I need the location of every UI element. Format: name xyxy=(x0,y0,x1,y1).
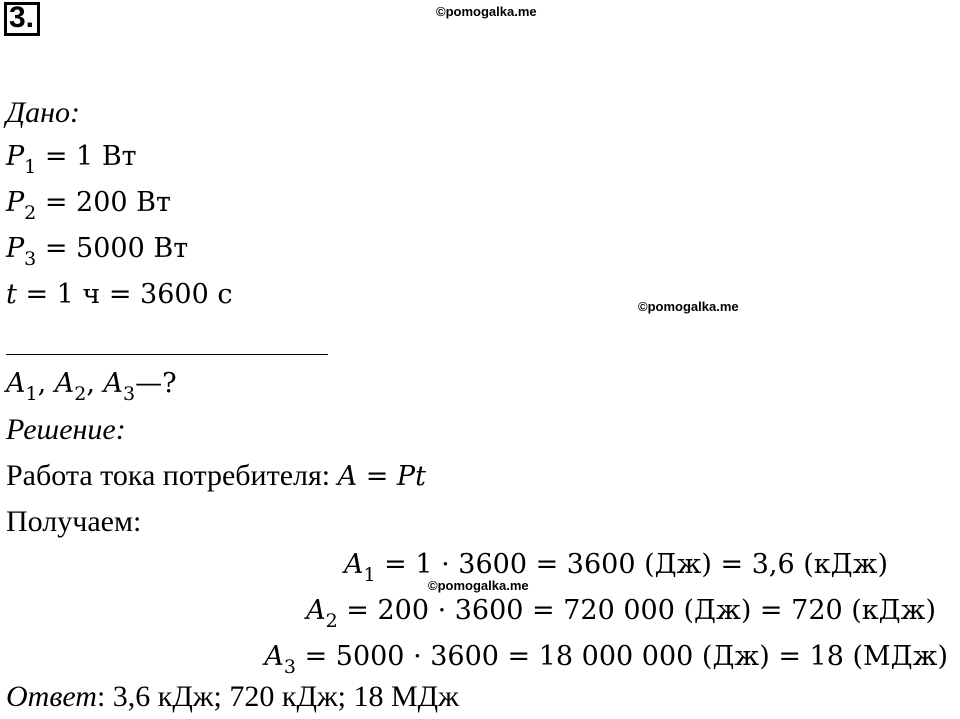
unknown-sep-2: , xyxy=(86,368,104,399)
unknown-line xyxy=(6,366,177,404)
given-power-2-sub: 2 xyxy=(24,202,37,224)
given-divider xyxy=(6,354,328,355)
given-power-3-sub: 3 xyxy=(24,248,37,270)
given-power-2-var: P xyxy=(6,187,25,218)
work-formula-a: A xyxy=(337,461,358,492)
equation-a1 xyxy=(344,547,888,585)
answer-text: : 3,6 кДж; 720 кДж; 18 МДж xyxy=(96,680,459,713)
unknown-a1-var: A xyxy=(6,368,26,399)
given-time-var: t xyxy=(6,279,17,310)
given-power-1-value: = 1 Вт xyxy=(36,141,137,172)
equation-a3-body: = 5000 · 3600 = 18 000 000 (Дж) = 18 (МДж) xyxy=(295,641,948,672)
given-label: Дано: xyxy=(6,96,80,129)
unknown-sep-1: , xyxy=(37,368,55,399)
given-time-value: = 1 ч = 3600 с xyxy=(16,279,233,310)
equation-a3-sub: 3 xyxy=(283,656,296,678)
unknown-a3-var: A xyxy=(103,368,124,399)
work-formula-text: Работа тока потребителя: xyxy=(6,459,338,492)
equation-a3-var: A xyxy=(264,641,284,672)
equation-a2 xyxy=(306,593,936,631)
equation-a1-body: = 1 · 3600 = 3600 (Дж) = 3,6 (кДж) xyxy=(375,549,888,580)
watermark-middle: ©pomogalka.me xyxy=(638,299,739,314)
unknown-a2-sub: 2 xyxy=(74,383,87,405)
answer-line xyxy=(6,679,459,715)
obtain-label: Получаем: xyxy=(6,505,142,538)
unknown-a1-sub: 1 xyxy=(25,383,38,405)
watermark-top: ©pomogalka.me xyxy=(436,4,537,19)
given-power-1-var: P xyxy=(6,141,25,172)
given-time xyxy=(6,277,232,313)
given-power-3-var: P xyxy=(6,233,25,264)
unknown-a2-var: A xyxy=(54,368,75,399)
equation-a1-sub: 1 xyxy=(363,564,376,586)
equation-a3 xyxy=(264,639,948,677)
given-power-1-sub: 1 xyxy=(24,156,37,178)
given-power-1 xyxy=(6,139,137,177)
work-formula-line xyxy=(6,458,426,495)
unknown-question: —? xyxy=(135,368,177,399)
work-formula-equals: = xyxy=(357,461,397,492)
given-power-2-value: = 200 Вт xyxy=(36,187,171,218)
watermark-bottom: ©pomogalka.me xyxy=(428,578,529,593)
equation-a2-sub: 2 xyxy=(325,610,338,632)
given-power-3 xyxy=(6,231,188,269)
unknown-a3-sub: 3 xyxy=(123,383,136,405)
given-power-3-value: = 5000 Вт xyxy=(36,233,189,264)
equation-a1-var: A xyxy=(343,549,364,580)
work-formula-pt: Pt xyxy=(396,461,426,492)
task-number: 3. xyxy=(9,1,35,34)
solution-label: Решение: xyxy=(6,413,126,446)
given-power-2 xyxy=(6,185,171,223)
equation-a2-body: = 200 · 3600 = 720 000 (Дж) = 720 (кДж) xyxy=(337,595,936,626)
answer-label: Ответ xyxy=(6,680,97,713)
equation-a2-var: A xyxy=(306,595,326,626)
